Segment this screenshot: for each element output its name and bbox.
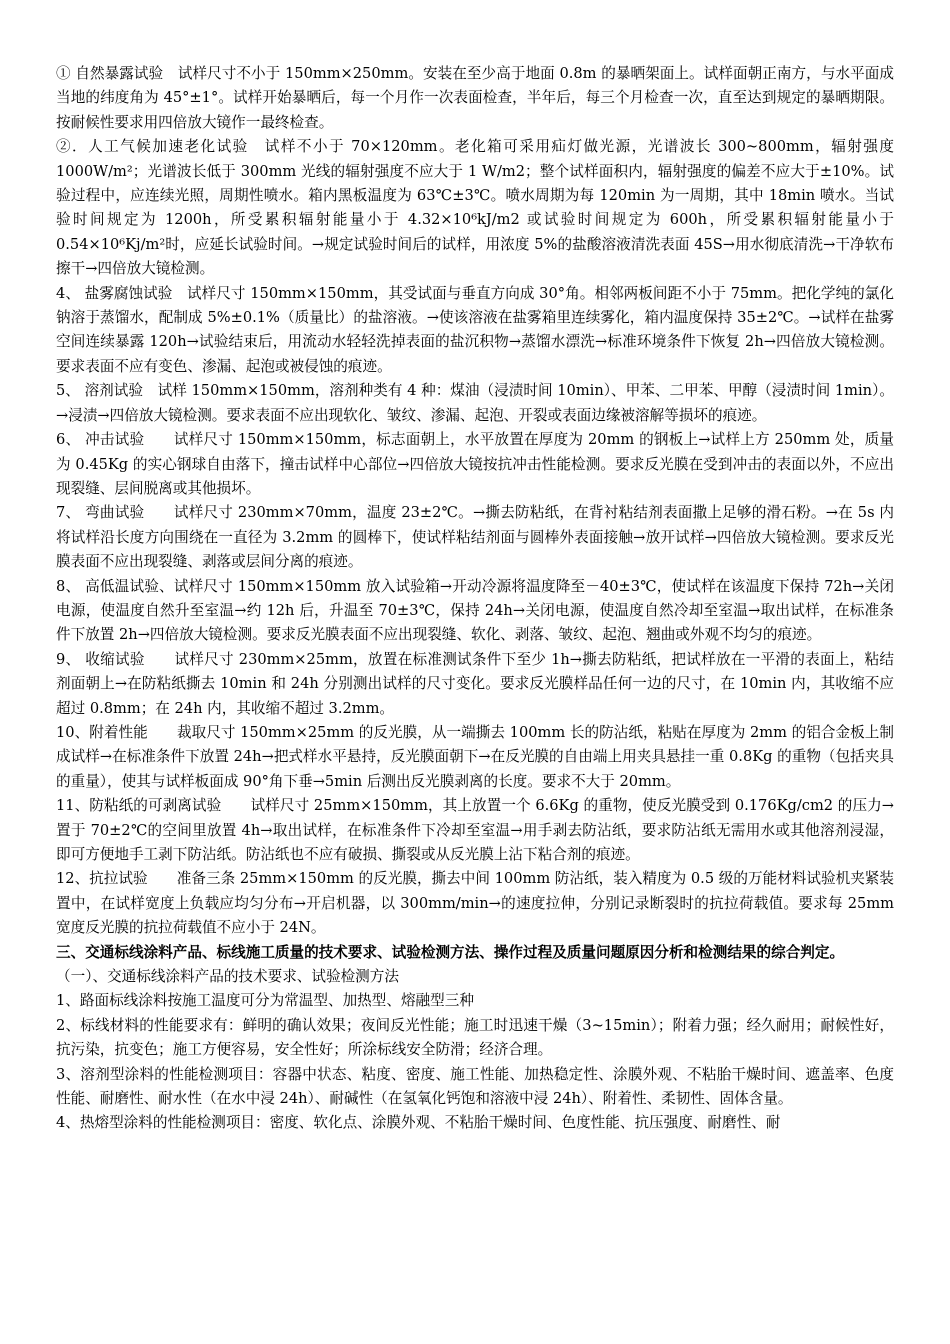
paragraph-adhesion-test: 10、附着性能 裁取尺寸 150mm×25mm 的反光膜，从一端撕去 100mm 长的防沾纸，粘贴在厚度为 2mm 的铝合金板上制成试样→在标准条件下放置 24h→把式样水平悬持，反光膜面朝下→在反光膜的自由端上用夹具悬挂一重 0.8Kg 的重物（包括夹具的重量），使其与试样板面成 90°角下垂→5min 后测出反光膜剥离的长度。要求不大于 20mm。 bbox=[56, 723, 894, 790]
paragraph-solvent-test: 5、 溶剂试验 试样 150mm×150mm，溶剂种类有 4 种：煤油（浸渍时间 10min）、甲苯、二甲苯、甲醇（浸渍时间 1min）。→浸渍→四倍放大镜检测。要求表面不应出现软化、皱纹、渗漏、起泡、开裂或表面边缘被溶解等损坏的痕迹。 bbox=[56, 382, 894, 424]
list-item: 4、热熔型涂料的性能检测项目：密度、软化点、涂膜外观、不粘胎干燥时间、色度性能、抗压强度、耐磨性、耐 bbox=[56, 1114, 781, 1132]
paragraph-impact-test: 6、 冲击试验 试样尺寸 150mm×150mm，标志面朝上，水平放置在厚度为 20mm 的钢板上→试样上方 250mm 处，质量为 0.45Kg 的实心钢球自由落下，撞击试样中心部位→四倍放大镜按抗冲击性能检测。要求反光膜在受到冲击的表面以外，不应出现裂缝、层间脱离或其他损坏。 bbox=[56, 431, 894, 497]
paragraph-release-paper-test: 11、防粘纸的可剥离试验 试样尺寸 25mm×150mm，其上放置一个 6.6Kg 的重物，使反光膜受到 0.176Kg/cm2 的压力→置于 70±2℃的空间里放置 4h→取出试样，在标准条件下冷却至室温→用手剥去防沾纸，要求防沾纸无需用水或其他溶剂浸湿，即可方便地手工剥下防沾纸。防沾纸也不应有破损、撕裂或从反光膜上沾下粘合剂的痕迹。 bbox=[56, 797, 894, 863]
paragraph-salt-spray-test: 4、 盐雾腐蚀试验 试样尺寸 150mm×150mm，其受试面与垂直方向成 30°角。相邻两板间距不小于 75mm。把化学纯的氯化钠溶于蒸馏水，配制成 5%±0.1%（质量比）的盐溶液。→使该溶液在盐雾箱里连续雾化，箱内温度保持 35±2℃。→试样在盐雾空间连续暴露 120h→试验结束后，用流动水轻轻洗掉表面的盐沉积物→蒸馏水漂洗→标准环境条件下恢复 2h→四倍放大镜检测。要求表面不应有变色、渗漏、起泡或被侵蚀的痕迹。 bbox=[56, 284, 894, 375]
list-item: 2、标线材料的性能要求有：鲜明的确认效果；夜间反光性能；施工时迅速干燥（3~15min）；附着力强；经久耐用；耐候性好，抗污染，抗变色；施工方便容易，安全性好；所涂标线安全防滑；经济合理。 bbox=[56, 1016, 894, 1059]
paragraph-shrinkage-test: 9、 收缩试验 试样尺寸 230mm×25mm，放置在标准测试条件下至少 1h→撕去防粘纸，把试样放在一平滑的表面上，粘结剂面朝上→在防粘纸撕去 10min 和 24h 分别测出试样的尺寸变化。要求反光膜样品任何一边的尺寸，在 10min 内，其收缩不应超过 0.8mm；在 24h 内，其收缩不超过 3.2mm。 bbox=[56, 650, 894, 717]
list-item: 1、路面标线涂料按施工温度可分为常温型、加热型、熔融型三种 bbox=[56, 992, 474, 1010]
subsection-heading: （一）、交通标线涂料产品的技术要求、试验检测方法 bbox=[56, 968, 399, 986]
paragraph-tensile-test: 12、抗拉试验 准备三条 25mm×150mm 的反光膜，撕去中间 100mm 防沾纸，装入精度为 0.5 级的万能材料试验机夹紧装置中，在试样宽度上负载应均匀分布→开启机器，以 300mm/min→的速度拉伸，分别记录断裂时的抗拉荷载值。要求每 25mm 宽度反光膜的抗拉荷载值不应小于 24N。 bbox=[56, 870, 894, 937]
paragraph-artificial-weathering-test: ②．人工气候加速老化试验 试样不小于 70×120mm。老化箱可采用疝灯做光源，光谱波长 300~800mm，辐射强度 1000W/m²；光谱波长低于 300mm 光线的辐射强度不应大于 1 W/m2；整个试样面积内，辐射强度的偏差不应大于±10%。试验过程中，应连续光照，周期性喷水。箱内黑板温度为 63℃±3℃。喷水周期为每 120min 为一周期，其中 18min 喷水。当试验时间规定为 1200h，所受累积辐射能量小于 4.32×10⁶kJ/m2 或试验时间规定为 600h，所受累积辐射能量小于 0.54×10⁶Kj/m²时，应延长试验时间。→规定试验时间后的试样，用浓度 5%的盐酸溶液清洗表面 45S→用水彻底清洗→干净软布擦干→四倍放大镜检测。 bbox=[56, 138, 894, 278]
list-item: 3、溶剂型涂料的性能检测项目：容器中状态、粘度、密度、施工性能、加热稳定性、涂膜外观、不粘胎干燥时间、遮盖率、色度性能、耐磨性、耐水性（在水中浸 24h）、耐碱性（在氢氧化钙饱和溶液中浸 24h）、附着性、柔韧性、固体含量。 bbox=[56, 1065, 894, 1108]
section-heading: 三、交通标线涂料产品、标线施工质量的技术要求、试验检测方法、操作过程及质量问题原因分析和检测结果的综合判定。 bbox=[56, 943, 845, 961]
paragraph-high-low-temperature-test: 8、 高低温试验、试样尺寸 150mm×150mm 放入试验箱→开动冷源将温度降至－40±3℃，使试样在该温度下保持 72h→关闭电源，使温度自然升至室温→约 12h 后，升温至 70±3℃，保持 24h→关闭电源，使温度自然冷却至室温→取出试样，在标准条件下放置 2h→四倍放大镜检测。要求反光膜表面不应出现裂缝、软化、剥落、皱纹、起泡、翘曲或外观不均匀的痕迹。 bbox=[56, 577, 894, 644]
paragraph-bending-test: 7、 弯曲试验 试样尺寸 230mm×70mm，温度 23±2℃。→撕去防粘纸，在背衬粘结剂表面撒上足够的滑石粉。→在 5s 内将试样沿长度方向围绕在一直径为 3.2mm 的圆棒下，使试样粘结剂面与圆棒外表面接触→放开试样→四倍放大镜检测。要求反光膜表面不应出现裂缝、剥落或层间分离的痕迹。 bbox=[56, 504, 894, 571]
paragraph-natural-exposure-test: ① 自然暴露试验 试样尺寸不小于 150mm×250mm。安装在至少高于地面 0.8m 的暴晒架面上。试样面朝正南方，与水平面成当地的纬度角为 45°±1°。试样开始暴晒后，每一个月作一次表面检查，半年后，每三个月检查一次，直至达到规定的暴晒期限。按耐候性要求用四倍放大镜作一最终检查。 bbox=[56, 65, 894, 131]
